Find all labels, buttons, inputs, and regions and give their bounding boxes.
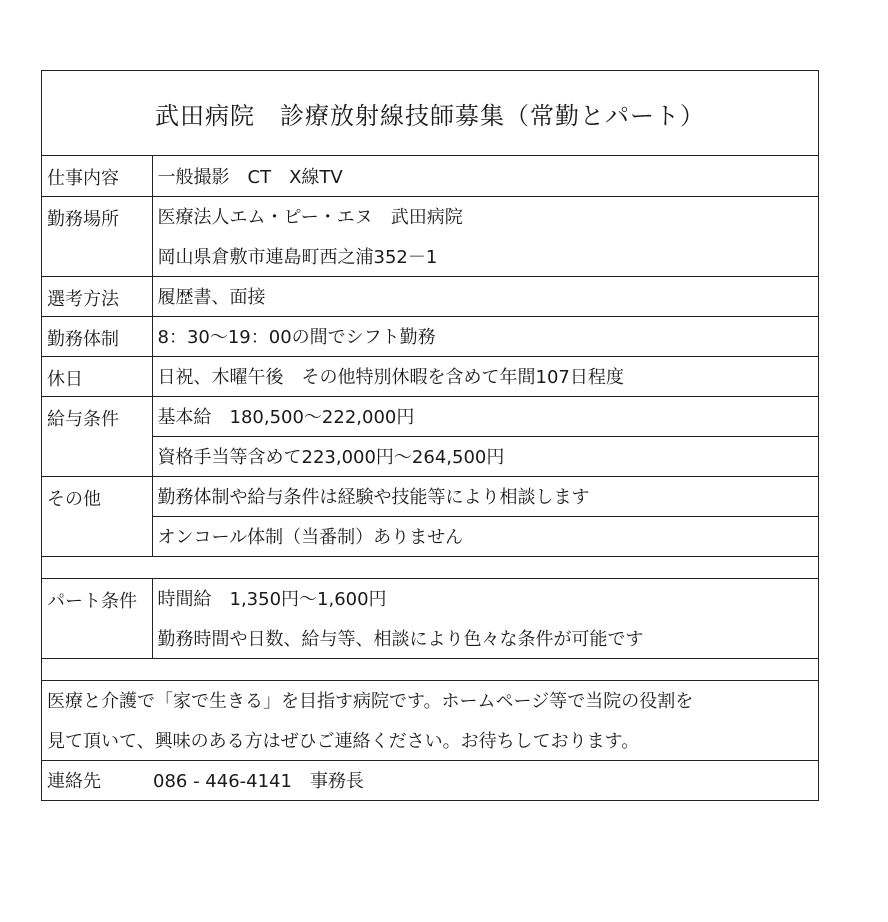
value-job-content: 一般撮影 CT X線TV — [157, 166, 343, 188]
label-holidays: 休日 — [42, 356, 152, 396]
row-part-time — [42, 578, 818, 618]
contact-cell — [42, 760, 818, 800]
value-work-hours: 8：30～19：00の間でシフト勤務 — [152, 316, 818, 356]
value-salary-base: 基本給 180,500～222,000円 — [152, 396, 818, 436]
contact-value: 086 - 446-4141 事務長 — [153, 771, 364, 793]
value-part-time-conditions: 勤務時間や日数、給与等、相談により色々な条件が可能です — [157, 628, 644, 650]
job-details-table — [42, 156, 818, 800]
row-message-2 — [42, 720, 818, 760]
contact-label: 連絡先 — [47, 771, 101, 793]
row-selection-method — [42, 276, 818, 316]
label-salary: 給与条件 — [42, 396, 152, 476]
value-salary-with-allowance: 資格手当等含めて223,000円～264,500円 — [152, 436, 818, 476]
label-job-content: 仕事内容 — [42, 156, 152, 196]
value-work-location-address: 岡山県倉敷市連島町西之浦352－1 — [157, 246, 438, 268]
value-selection-method: 履歴書、面接 — [152, 276, 818, 316]
label-other: その他 — [42, 476, 152, 556]
row-message-1 — [42, 680, 818, 720]
value-holidays: 日祝、木曜午後 その他特別休暇を含めて年間107日程度 — [152, 356, 818, 396]
row-work-hours — [42, 316, 818, 356]
spacer-cell — [42, 658, 818, 680]
row-work-location — [42, 196, 818, 236]
message-line-1: 医療と介護で「家で生きる」を目指す病院です。ホームページ等で当院の役割を — [42, 680, 818, 720]
page-title: 武田病院 診療放射線技師募集（常勤とパート） — [42, 71, 818, 156]
row-other — [42, 476, 818, 516]
row-job-content — [42, 156, 818, 196]
job-posting-document — [41, 70, 819, 801]
message-line-2: 見て頂いて、興味のある方はぜひご連絡ください。お待ちしております。 — [47, 730, 640, 752]
row-contact — [42, 760, 818, 800]
row-holidays — [42, 356, 818, 396]
spacer-row — [42, 556, 818, 578]
label-work-hours: 勤務体制 — [42, 316, 152, 356]
label-part-time: パート条件 — [42, 578, 152, 658]
row-salary — [42, 396, 818, 436]
spacer-cell — [42, 556, 818, 578]
label-selection-method: 選考方法 — [42, 276, 152, 316]
label-work-location: 勤務場所 — [42, 196, 152, 276]
value-part-time-wage: 時間給 1,350円～1,600円 — [152, 578, 818, 618]
spacer-row — [42, 658, 818, 680]
value-other-consultation: 勤務体制や給与条件は経験や技能等により相談します — [152, 476, 818, 516]
value-other-oncall: オンコール体制（当番制）ありません — [152, 516, 818, 556]
value-work-location-name: 医療法人エム・ピー・エヌ 武田病院 — [152, 196, 818, 236]
